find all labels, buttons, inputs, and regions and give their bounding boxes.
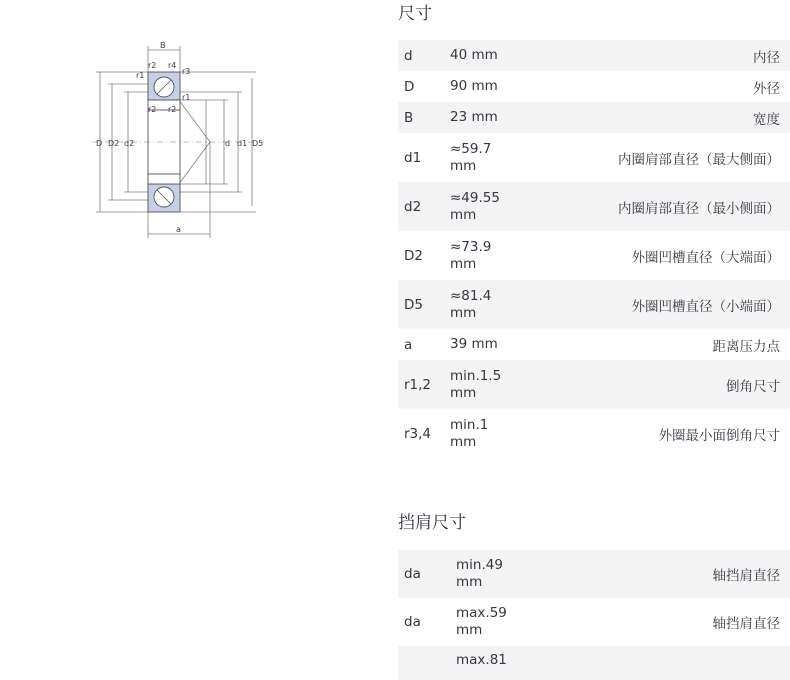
abutment-section	[398, 506, 790, 680]
row-symbol: D5	[404, 296, 423, 313]
row-value: min.49 mm	[456, 557, 503, 590]
table-row	[398, 329, 790, 360]
label-r2-right: r2	[168, 105, 177, 114]
abutment-table	[398, 550, 790, 680]
row-description: 距离压力点	[712, 338, 780, 355]
row-value: ≈81.4 mm	[450, 287, 492, 321]
table-row	[398, 71, 790, 102]
row-value: ≈49.55 mm	[450, 189, 500, 223]
row-value: 39 mm	[450, 336, 498, 352]
label-r3: r3	[182, 67, 191, 76]
table-row	[398, 40, 790, 71]
table-row	[398, 133, 790, 182]
label-r4: r4	[168, 61, 177, 70]
label-r2-top: r2	[148, 61, 157, 70]
label-d: d	[225, 139, 231, 148]
table-row	[398, 550, 790, 598]
row-value: min.1 mm	[450, 416, 489, 450]
row-symbol: r1,2	[404, 376, 432, 393]
table-row	[398, 280, 790, 329]
row-description: 轴挡肩直径	[712, 568, 780, 584]
label-D5: D5	[252, 139, 264, 148]
table-row	[398, 598, 790, 646]
table-row	[398, 182, 790, 231]
row-value: 90 mm	[450, 78, 498, 94]
dimensions-section	[398, 0, 790, 458]
row-description: 内圈肩部直径（最大侧面）	[618, 151, 780, 168]
row-symbol: da	[404, 566, 421, 582]
label-r1-left: r1	[136, 71, 145, 80]
row-description: 内径	[753, 49, 780, 66]
label-d1: d1	[237, 139, 248, 148]
table-row	[398, 231, 790, 280]
row-symbol: r3,4	[404, 425, 432, 442]
row-description: 外圈最小面倒角尺寸	[658, 427, 780, 444]
table-row	[398, 646, 790, 680]
label-a: a	[176, 225, 181, 234]
label-d2: d2	[124, 139, 135, 148]
table-row	[398, 360, 790, 409]
row-symbol: a	[404, 336, 413, 353]
row-symbol: d2	[404, 198, 422, 215]
row-symbol: da	[404, 614, 421, 630]
row-value: ≈59.7 mm	[450, 140, 492, 174]
row-description: 外径	[753, 80, 780, 97]
row-value: 23 mm	[450, 109, 498, 125]
row-description: 轴挡肩直径	[712, 616, 780, 632]
label-r2-left: r2	[148, 105, 157, 114]
row-symbol: D	[404, 78, 415, 95]
row-description: 外圈凹槽直径（大端面）	[631, 249, 780, 266]
row-symbol: d	[404, 47, 413, 64]
row-value: max.59 mm	[456, 605, 507, 638]
table-row	[398, 409, 790, 458]
label-r1-right: r1	[182, 93, 191, 102]
label-D2: D2	[108, 139, 120, 148]
label-B: B	[160, 42, 166, 50]
dimensions-table	[398, 40, 790, 458]
bearing-cross-section-diagram	[92, 42, 270, 242]
row-symbol: B	[404, 109, 414, 126]
row-symbol: D2	[404, 247, 423, 264]
label-D: D	[96, 139, 103, 148]
row-value: 40 mm	[450, 47, 498, 63]
dimensions-title: 尺寸	[398, 4, 432, 24]
row-description: 宽度	[753, 111, 780, 128]
row-value: min.1.5 mm	[450, 367, 502, 401]
row-value: max.81	[456, 652, 507, 668]
row-description: 倒角尺寸	[726, 378, 780, 395]
row-description: 内圈肩部直径（最小侧面）	[618, 200, 780, 217]
row-value: ≈73.9 mm	[450, 238, 492, 272]
table-row	[398, 102, 790, 133]
row-symbol: d1	[404, 149, 422, 166]
row-description: 外圈凹槽直径（小端面）	[631, 298, 780, 315]
abutment-title: 挡肩尺寸	[398, 513, 466, 533]
